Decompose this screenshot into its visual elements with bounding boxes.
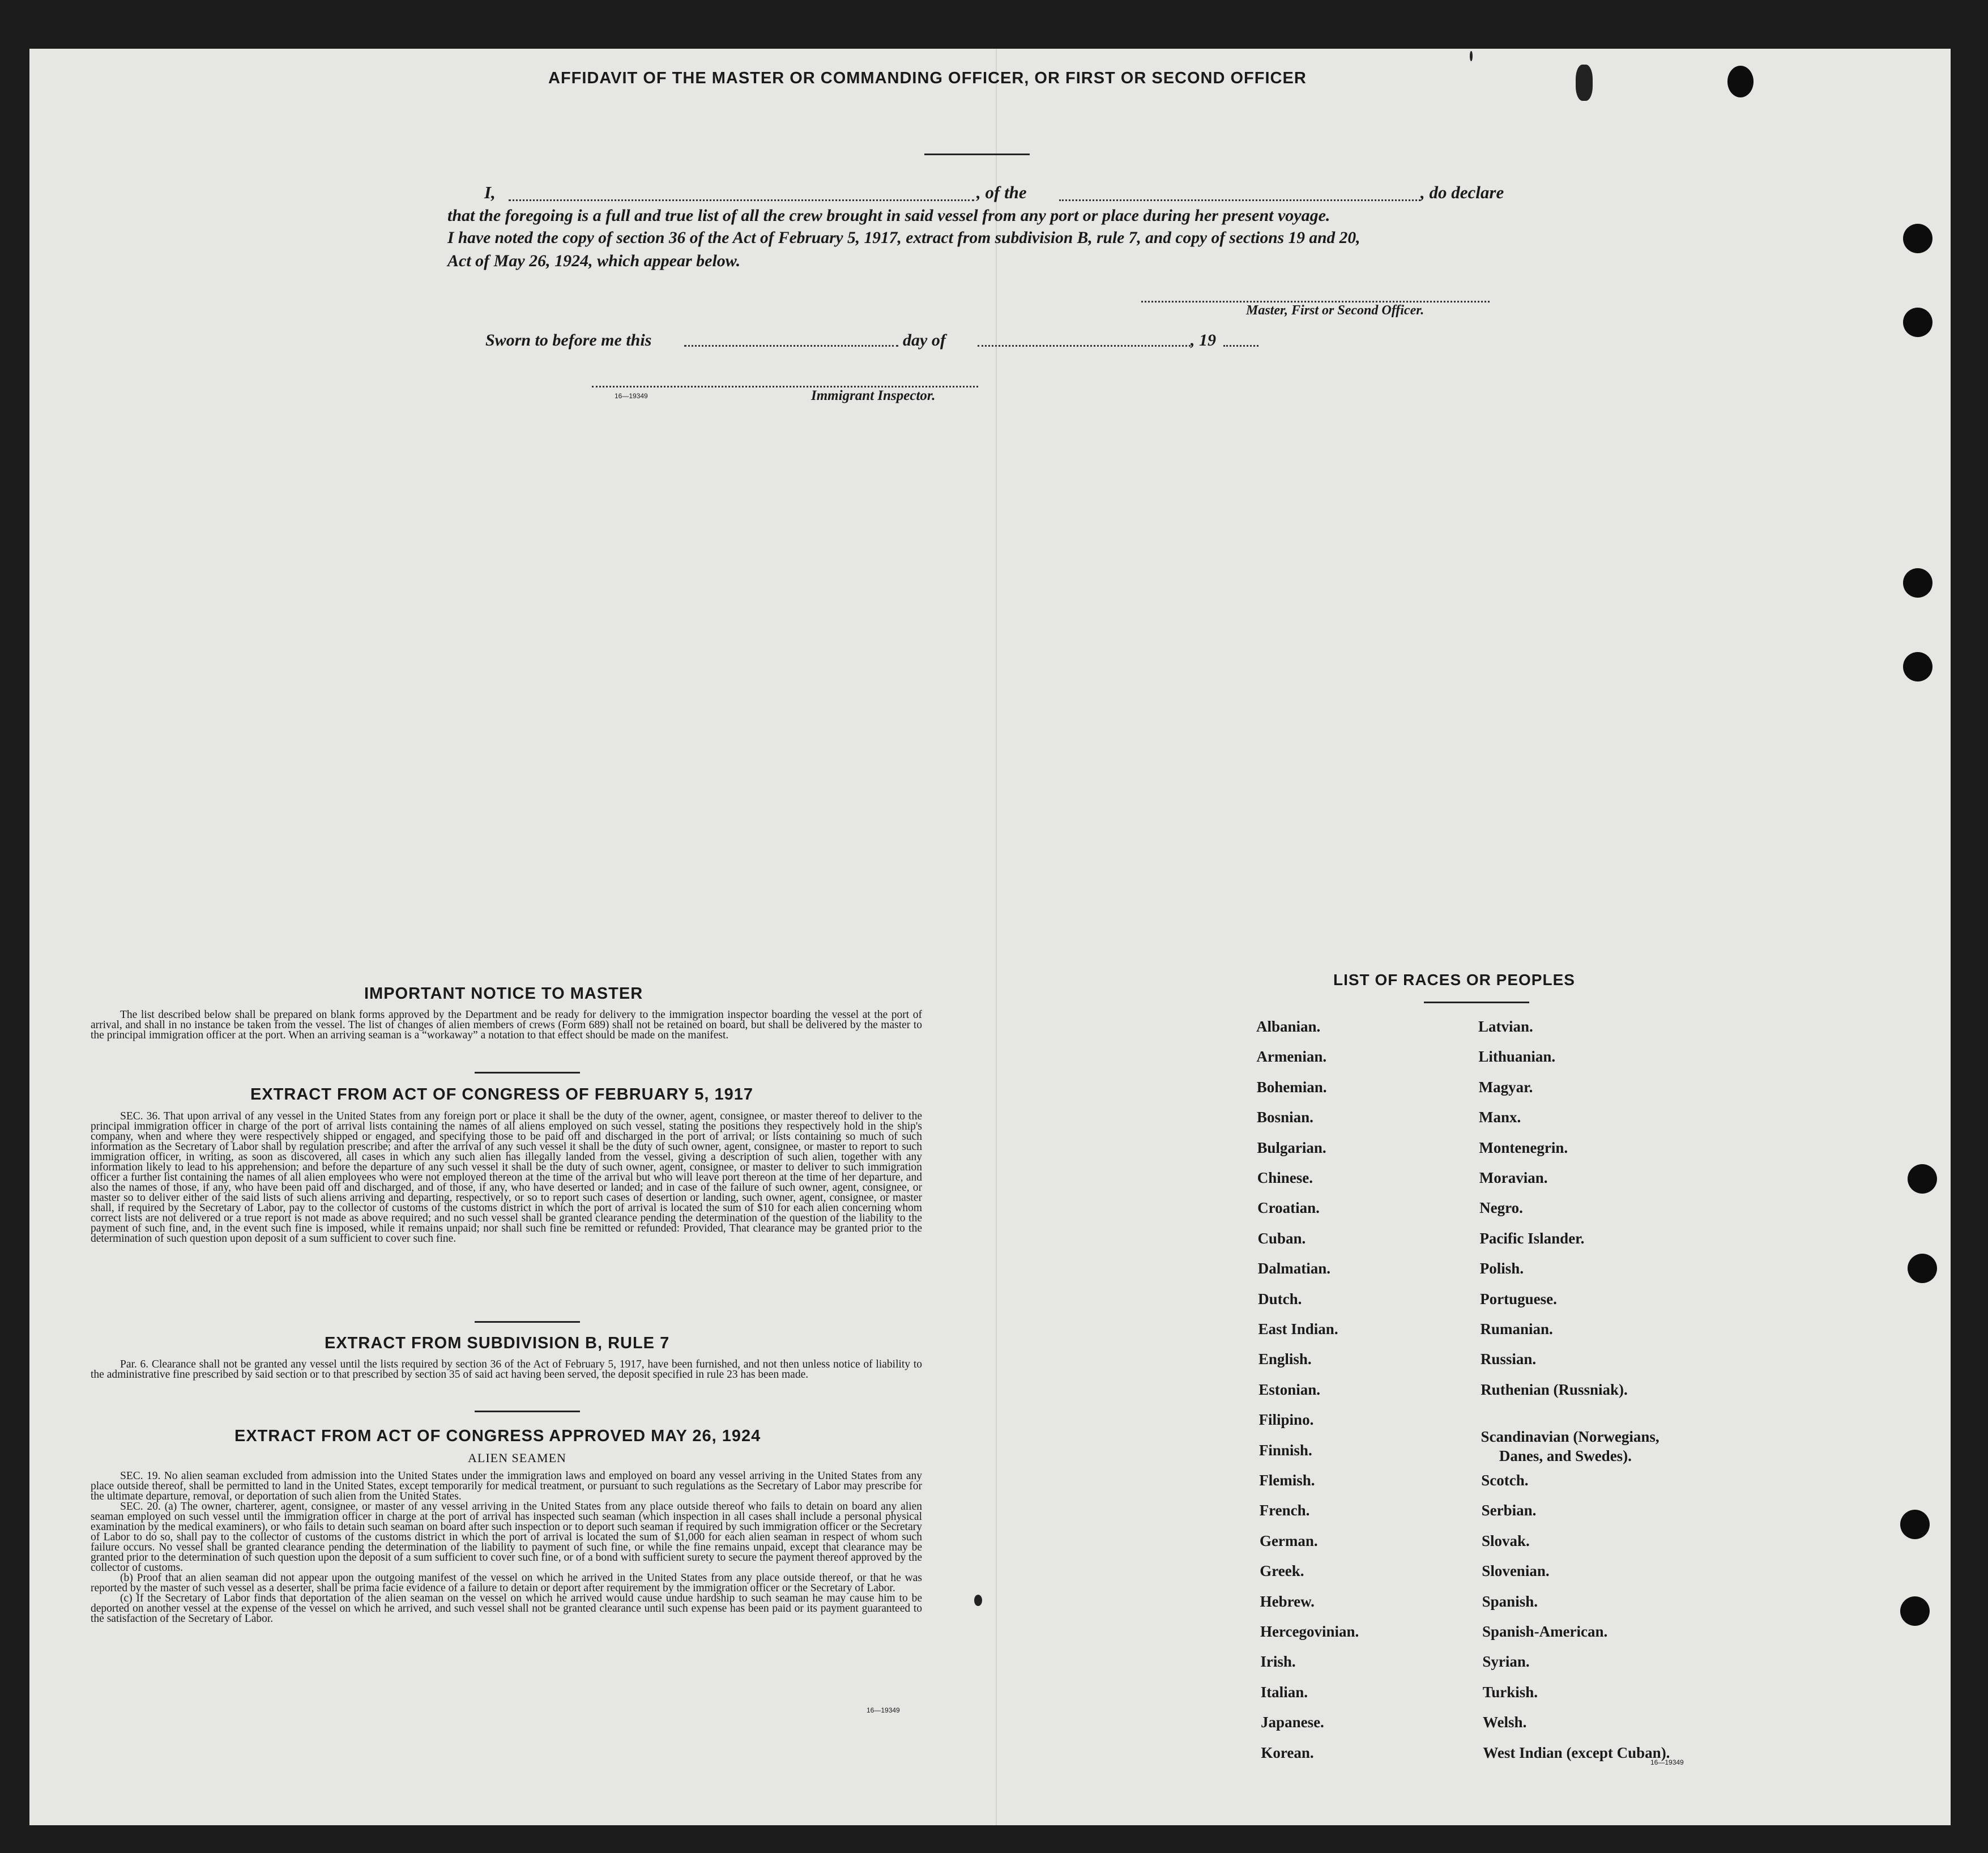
race-item: Russian.: [1480, 1351, 1537, 1368]
race-item: Ruthenian (Russniak).: [1481, 1381, 1628, 1398]
race-item: Portuguese.: [1480, 1290, 1557, 1307]
affidavit-of-the: , of the: [976, 182, 1027, 202]
race-item: Bulgarian.: [1257, 1139, 1326, 1156]
race-item: Montenegrin.: [1479, 1139, 1568, 1156]
race-item: Armenian.: [1256, 1048, 1327, 1066]
year-label: , 19: [1191, 331, 1216, 350]
race-item: Japanese.: [1261, 1714, 1324, 1731]
alien-seamen-subtitle: ALIEN SEAMEN: [468, 1451, 566, 1465]
punch-hole: [1908, 1254, 1937, 1283]
ink-mark: [1470, 51, 1473, 61]
sworn-label: Sworn to before me this: [485, 331, 652, 350]
race-item: West Indian (except Cuban).: [1483, 1744, 1670, 1761]
race-item: Finnish.: [1259, 1441, 1312, 1459]
notice-title: IMPORTANT NOTICE TO MASTER: [364, 985, 643, 1003]
punch-hole: [1727, 66, 1754, 97]
affidavit-title: AFFIDAVIT OF THE MASTER OR COMMANDING OFFICER, OR FIRST OR SECOND OFFICER: [548, 69, 1307, 87]
inspector-label: Immigrant Inspector.: [811, 388, 936, 403]
master-label: Master, First or Second Officer.: [1246, 303, 1424, 318]
race-item: Chinese.: [1257, 1169, 1313, 1186]
race-item: Albanian.: [1256, 1018, 1321, 1035]
rule-7-text: [91, 1360, 922, 1380]
race-item: Spanish-American.: [1482, 1623, 1608, 1640]
punch-hole: [1903, 308, 1932, 337]
race-item: Bohemian.: [1256, 1078, 1327, 1096]
punch-hole: [1908, 1164, 1937, 1194]
affidavit-line-4: Act of May 26, 1924, which appear below.: [447, 252, 741, 270]
race-item: Magyar.: [1478, 1078, 1533, 1096]
punch-hole: [1900, 1510, 1930, 1539]
race-item: English.: [1258, 1351, 1312, 1368]
race-item: Greek.: [1260, 1562, 1304, 1580]
race-item: Italian.: [1260, 1683, 1308, 1701]
form-number-top: 16—19349: [615, 392, 648, 400]
ink-mark: [1576, 65, 1593, 101]
punch-hole: [1900, 1596, 1930, 1626]
day-blank: [684, 345, 898, 347]
affidavit-do-declare: , do declare: [1420, 182, 1504, 202]
year-blank: [1223, 345, 1259, 347]
race-item: Filipino.: [1259, 1411, 1314, 1429]
race-item: Moravian.: [1479, 1169, 1548, 1186]
sec-20a-paragraph: SEC. 20. (a) The owner, charterer, agent, consignee, or master of any vessel arriving in the United States from any place outside thereof who fails to detain on board any alien seaman employed on such vessel until the immigration officer in charge at the port of arrival has inspected such seaman (which inspection in all cases shall include a personal physical examination by the medical examiners), or who fails to detain such seaman on board after such inspection or to deport such seaman if required by such immigration officer or the Secretary of Labor to do so, shall pay to the collector of customs of the customs district in which the port of arrival is located the sum of $1,000 for each alien seaman in respect of whom such failure occurs. No vessel shall be granted clearance pending the determination of the liability to payment of such fine, or while the fine remains unpaid, except that clearance may be granted prior to the determination of such question upon the deposit of a sum sufficient to cover such fine, or of a bond with sufficient surety to secure the payment thereof approved by the collector of customs.: [91, 1501, 922, 1574]
affidavit-i-label: I,: [484, 182, 496, 202]
races-title-underline: [1424, 1002, 1529, 1003]
race-item: Turkish.: [1482, 1683, 1538, 1701]
divider: [475, 1411, 580, 1412]
race-item: Estonian.: [1259, 1381, 1320, 1398]
race-item: Hercegovinian.: [1260, 1623, 1359, 1640]
extract-1924-text: [91, 1471, 922, 1624]
race-item: Cuban.: [1257, 1229, 1306, 1247]
race-item: Slovenian.: [1482, 1562, 1550, 1580]
race-item: Slovak.: [1481, 1532, 1530, 1549]
sec-36-paragraph: SEC. 36. That upon arrival of any vessel in the United States from any foreign port or place it shall be the duty of the owner, agent, consignee, or master thereof to deliver to the principal immigration officer in charge of the port of arrival lists containing the names of all aliens employed on such vessel, stating the positions they respectively hold in the ship's company, when and where they were respectively shipped or engaged, and specifying those to be paid off and discharged in the port of arrival; or lists containing so much of such information as the Secretary of Labor shall by regulation prescribe; and after the arrival of any such vessel it shall be the duty of such owner, agent, consignee, or master to report to such immigration officer, in writing, as soon as discovered, all cases in which any such alien has illegally landed from the vessel, giving a description of such alien, together with any information likely to lead to his apprehension; and before the departure of any such vessel it shall be the duty of such owner, agent, consignee, or master to deliver to such immigration officer a further list containing the names of all alien employees who were not employed thereon at the time of the arrival but who will leave port thereon at the time of her departure, and also the names of those, if any, who have been paid off and discharged, and of those, if any, who have deserted or landed; and in case of the failure of such owner, agent, consignee, or master so to deliver either of the said lists of such aliens arriving and departing, respectively, or so to report such cases of desertion or landing, such owner, agent, consignee, or master shall, if required by the Secretary of Labor, pay to the collector of customs of the customs district in which the port of arrival is located the sum of $10 for each alien concerning whom correct lists are not delivered or a true report is not made as above required; and no such vessel shall be granted clearance pending the determination of the question of the liability to the payment of such fine, and, in the event such fine is imposed, while it remains unpaid; nor shall such fine be remitted or refunded: Provided, That clearance may be granted prior to the determination of such question upon deposit of a sum sufficient to cover such fine.: [91, 1110, 922, 1245]
race-item: Irish.: [1260, 1653, 1296, 1671]
race-item: Dalmatian.: [1257, 1260, 1331, 1277]
race-item: Welsh.: [1483, 1714, 1527, 1731]
race-item: Hebrew.: [1260, 1592, 1315, 1610]
sec-20b-paragraph: (b) Proof that an alien seaman did not appear upon the outgoing manifest of the vessel on which he arrived in the United States from any place outside thereof, or that he was reported by the master of such vessel as a deserter, shall be prima facie evidence of a failure to detain or deport after requirement by the immigration officer or the Secretary of Labor.: [91, 1572, 922, 1594]
month-blank: [978, 345, 1191, 347]
race-item: Bosnian.: [1257, 1109, 1313, 1126]
fold-crease: [996, 49, 997, 1825]
race-item: Syrian.: [1482, 1653, 1530, 1671]
divider: [475, 1321, 580, 1323]
race-item: Flemish.: [1259, 1472, 1315, 1489]
sec-19-paragraph: SEC. 19. No alien seaman excluded from admission into the United States under the immigration laws and employed on board any vessel arriving in the United States from any place outside thereof, shall be permitted to land in the United States, except temporarily for medical treatment, or pursuant to such regulations as the Secretary of Labor may prescribe for the ultimate departure, removal, or deportation of such alien from the United States.: [91, 1470, 922, 1502]
race-item: Scandinavian (Norwegians,: [1481, 1428, 1659, 1445]
race-item: French.: [1259, 1502, 1310, 1519]
punch-hole: [1903, 652, 1932, 681]
rule-7-title: EXTRACT FROM SUBDIVISION B, RULE 7: [325, 1334, 670, 1352]
races-title: LIST OF RACES OR PEOPLES: [1333, 971, 1575, 989]
name-blank: [509, 199, 974, 201]
race-item: Lithuanian.: [1478, 1048, 1556, 1066]
extract-1924-title: EXTRACT FROM ACT OF CONGRESS APPROVED MAY 26, 1924: [234, 1427, 761, 1445]
race-item: Spanish.: [1482, 1592, 1538, 1610]
affidavit-line-3: I have noted the copy of section 36 of the Act of February 5, 1917, extract from subdivision B, rule 7, and copy of sections 19 and 20,: [447, 229, 1360, 247]
race-item: Polish.: [1479, 1260, 1524, 1277]
vessel-blank: [1059, 199, 1420, 201]
sec-20c-paragraph: (c) If the Secretary of Labor finds that deportation of the alien seaman on the vessel on which he arrived would cause undue hardship to such seaman he may cause him to be deported on another vessel at the expense of the vessel on which he arrived, and such vessel shall not be granted clearance until such expense has been paid or its payment guaranteed to the satisfaction of the Secretary of Labor.: [91, 1592, 922, 1625]
race-item: Rumanian.: [1480, 1320, 1553, 1337]
extract-1917-text: [91, 1111, 922, 1244]
title-underline: [924, 154, 1030, 155]
race-item: Pacific Islander.: [1479, 1229, 1585, 1247]
race-item: Croatian.: [1257, 1199, 1320, 1217]
race-item: East Indian.: [1258, 1320, 1338, 1337]
ink-mark: [974, 1595, 982, 1606]
notice-paragraph: The list described below shall be prepared on blank forms approved by the Department and be ready for delivery to the immigration inspector boarding the vessel at the port of arrival, and shall in no instance be taken from the vessel. The list of changes of alien members of crews (Form 689) shall not be retained on board, but shall be delivered by the master to the principal immigration officer at the port. When an arriving seaman is a “workaway” a notation to that effect should be made on the manifest.: [91, 1009, 922, 1041]
race-item: Scotch.: [1481, 1472, 1529, 1489]
punch-hole: [1903, 568, 1932, 598]
form-number-left: 16—19349: [867, 1706, 900, 1714]
race-item: Serbian.: [1481, 1502, 1537, 1519]
form-number-right: 16—19349: [1650, 1758, 1684, 1766]
par-6-paragraph: Par. 6. Clearance shall not be granted any vessel until the lists required by section 36 of the Act of February 5, 1917, have been furnished, and not then unless notice of liability to the administrative fine prescribed by said section or to that prescribed by section 35 of said act having been served, the deposit specified in rule 23 has been made.: [91, 1358, 922, 1381]
affidavit-line-2: that the foregoing is a full and true list of all the crew brought in said vessel from any port or place during her present voyage.: [447, 206, 1330, 225]
race-item: Manx.: [1479, 1109, 1521, 1126]
race-item: Danes, and Swedes).: [1499, 1447, 1632, 1465]
inspector-signature-line: [592, 386, 978, 387]
extract-1917-title: EXTRACT FROM ACT OF CONGRESS OF FEBRUARY 5, 1917: [250, 1085, 754, 1104]
race-item: German.: [1259, 1532, 1318, 1549]
race-item: Korean.: [1261, 1744, 1314, 1761]
master-signature-line: [1141, 301, 1490, 303]
day-of-label: day of: [903, 331, 946, 350]
divider: [475, 1072, 580, 1074]
punch-hole: [1903, 224, 1932, 253]
race-item: Dutch.: [1258, 1290, 1302, 1307]
race-item: Latvian.: [1478, 1018, 1533, 1035]
notice-text: [91, 1010, 922, 1041]
race-item: Negro.: [1479, 1199, 1523, 1217]
